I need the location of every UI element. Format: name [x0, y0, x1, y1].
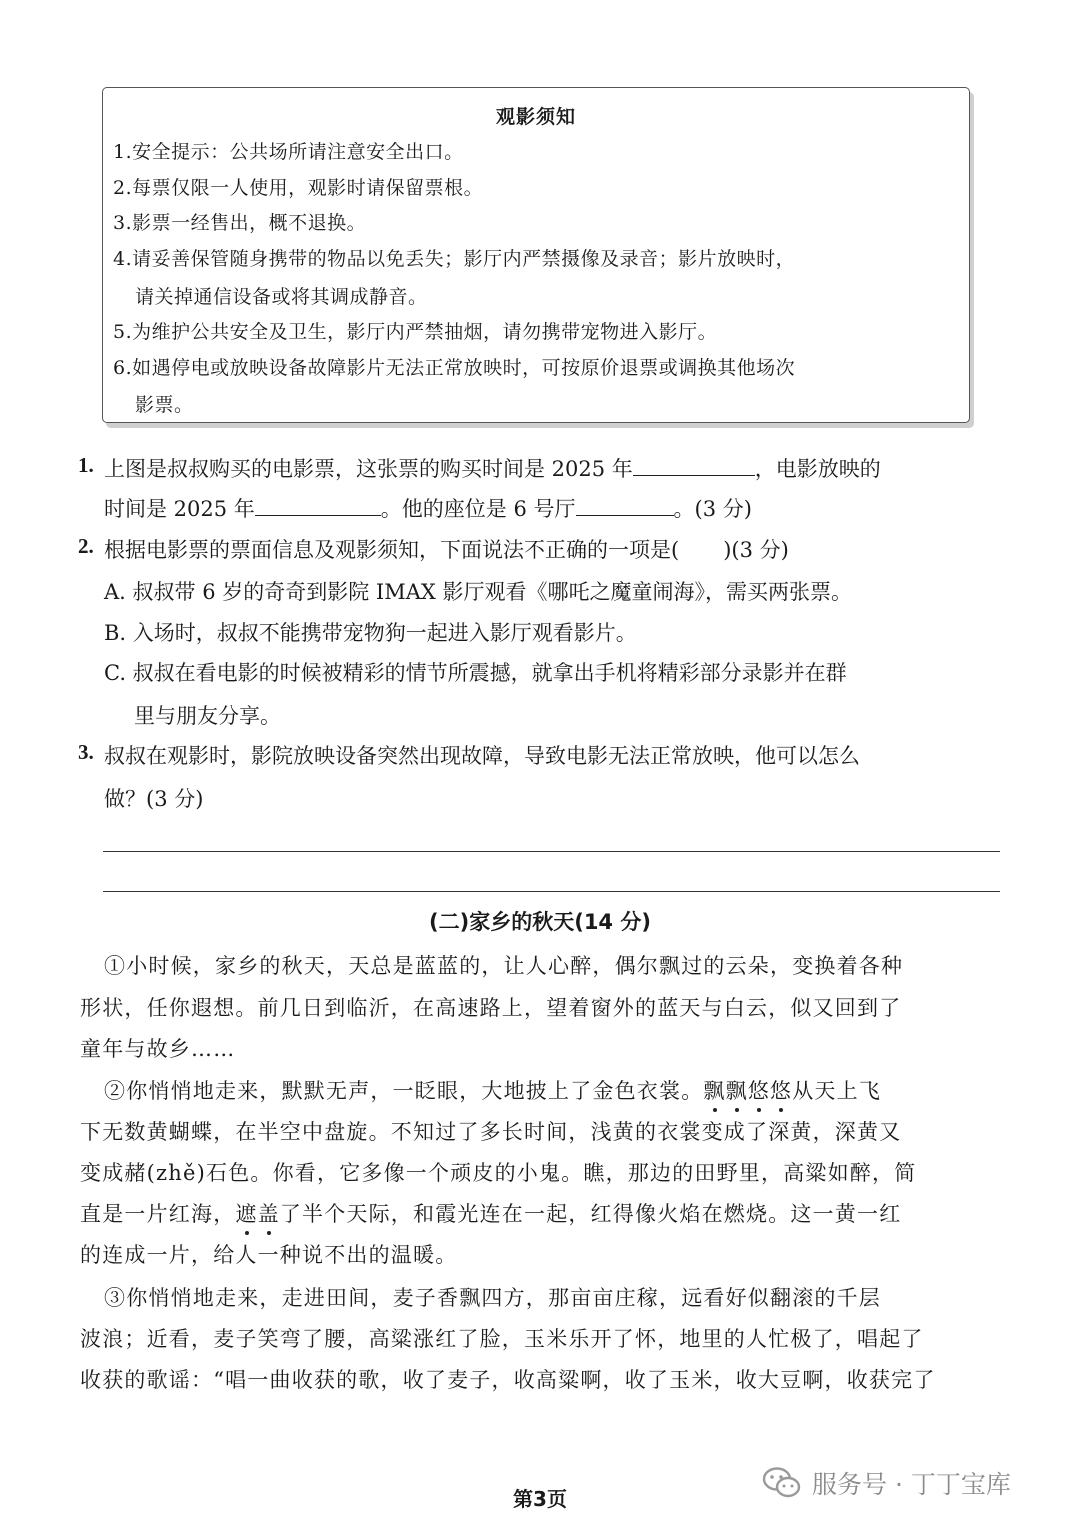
q2-text: 根据电影票的票面信息及观影须知，下面说法不正确的一项是(: [104, 538, 680, 562]
question-1-line-2: [104, 493, 752, 523]
passage-line: 童年与故乡……: [80, 1037, 236, 1061]
answer-line[interactable]: [103, 891, 1000, 892]
emphasis-char: 悠: [770, 1079, 793, 1103]
emphasized-word: [703, 1079, 792, 1103]
section-title: (二)家乡的秋天(14 分): [429, 910, 651, 934]
passage-text: 了半个天际，和霞光连在一起，红得像火焰在燃烧。这一黄一红: [279, 1202, 902, 1226]
watermark: [762, 1463, 1011, 1503]
viewing-notice-box: [102, 87, 970, 423]
wechat-icon: [762, 1466, 802, 1500]
q1-text: 上图是叔叔购买的电影票，这张票的购买时间是 2025 年: [104, 457, 633, 481]
q1-text: 时间是 2025 年: [104, 497, 255, 521]
showtime-blank[interactable]: [255, 493, 381, 516]
seat-blank[interactable]: [576, 493, 674, 516]
notice-item: 5.为维护公共安全及卫生，影厅内严禁抽烟，请勿携带宠物进入影厅。: [113, 321, 718, 343]
passage-line: 形状，任你遐想。前几日到临沂，在高速路上，望着窗外的蓝天与白云，似又回到了: [80, 996, 902, 1020]
emphasis-char: 悠: [747, 1079, 771, 1103]
notice-item: 1.安全提示：公共场所请注意安全出口。: [113, 141, 464, 163]
passage-text: 从天上飞: [792, 1079, 882, 1103]
emphasis-char: 飘: [725, 1079, 748, 1103]
passage-text: ②你悄悄地走来，默默无声，一眨眼，大地披上了金色衣裳。: [104, 1079, 704, 1103]
emphasis-char: 遮: [235, 1202, 258, 1226]
passage-line: 的连成一片，给人一种说不出的温暖。: [80, 1243, 458, 1267]
question-number: 2.: [78, 534, 94, 558]
q1-text: ，电影放映的: [754, 457, 881, 481]
emphasis-char: 盖: [257, 1202, 280, 1226]
passage-line: ③你悄悄地走来，走进田间，麦子香飘四方，那亩亩庄稼，远看好似翻滚的千层: [104, 1286, 881, 1310]
question-number: 1.: [78, 453, 94, 477]
option-c: C. 叔叔在看电影的时候被精彩的情节所震撼，就拿出手机将精彩部分录影并在群: [104, 661, 847, 685]
passage-line: 收获的歌谣：“唱一曲收获的歌，收了麦子，收高粱啊，收了玉米，收大豆啊，收获完了: [80, 1368, 936, 1392]
notice-item: 4.请妥善保管随身携带的物品以免丢失；影厅内严禁摄像及录音；影片放映时，: [113, 248, 796, 270]
q2-text: )(3 分): [723, 538, 789, 562]
passage-line: 下无数黄蝴蝶，在半空中盘旋。不知过了多长时间，浅黄的衣裳变成了深黄，深黄又: [80, 1120, 902, 1144]
passage-line: 波浪；近看，麦子笑弯了腰，高粱涨红了脸，玉米乐开了怀，地里的人忙极了，唱起了: [80, 1327, 924, 1351]
passage-line: 变成赭(zhě)石色。你看，它多像一个顽皮的小鬼。瞧，那边的田野里，高粱如醉，简: [80, 1161, 917, 1185]
passage-line: [104, 1075, 881, 1105]
notice-item: 请关掉通信设备或将其调成静音。: [135, 286, 428, 308]
passage-line: [80, 1198, 901, 1228]
purchase-time-blank[interactable]: [633, 453, 755, 476]
notice-item: 2.每票仅限一人使用，观影时请保留票根。: [113, 177, 484, 199]
page-number: 第3页: [513, 1487, 567, 1511]
q1-text: 。(3 分): [673, 497, 752, 521]
option-a: A. 叔叔带 6 岁的奇奇到影院 IMAX 影厅观看《哪吒之魔童闹海》，需买两张票。: [104, 580, 852, 604]
question-3-line-1: 叔叔在观影时，影院放映设备突然出现故障，导致电影无法正常放映，他可以怎么: [104, 744, 860, 768]
notice-item: 影票。: [135, 394, 194, 416]
q1-text: 。他的座位是 6 号厅: [380, 497, 576, 521]
emphasis-char: 飘: [703, 1079, 726, 1103]
watermark-text: 服务号 · 丁丁宝库: [812, 1470, 1011, 1499]
notice-item: 3.影票一经售出，概不退换。: [113, 212, 367, 234]
question-2-stem: [104, 534, 789, 564]
option-c-continued: 里与朋友分享。: [134, 704, 281, 728]
emphasized-word: [235, 1202, 279, 1226]
question-3-line-2: 做？(3 分): [104, 787, 204, 811]
notice-title: 观影须知: [495, 106, 576, 128]
passage-line: ①小时候，家乡的秋天，天总是蓝蓝的，让人心醉，偶尔飘过的云朵，变换着各种: [104, 954, 904, 978]
option-b: B. 入场时，叔叔不能携带宠物狗一起进入影厅观看影片。: [104, 621, 637, 645]
passage-text: 直是一片红海，: [80, 1202, 236, 1226]
question-1-line-1: [104, 453, 881, 483]
question-number: 3.: [78, 740, 94, 764]
answer-line[interactable]: [103, 851, 1000, 852]
notice-item: 6.如遇停电或放映设备故障影片无法正常放映时，可按原价退票或调换其他场次: [113, 357, 796, 379]
